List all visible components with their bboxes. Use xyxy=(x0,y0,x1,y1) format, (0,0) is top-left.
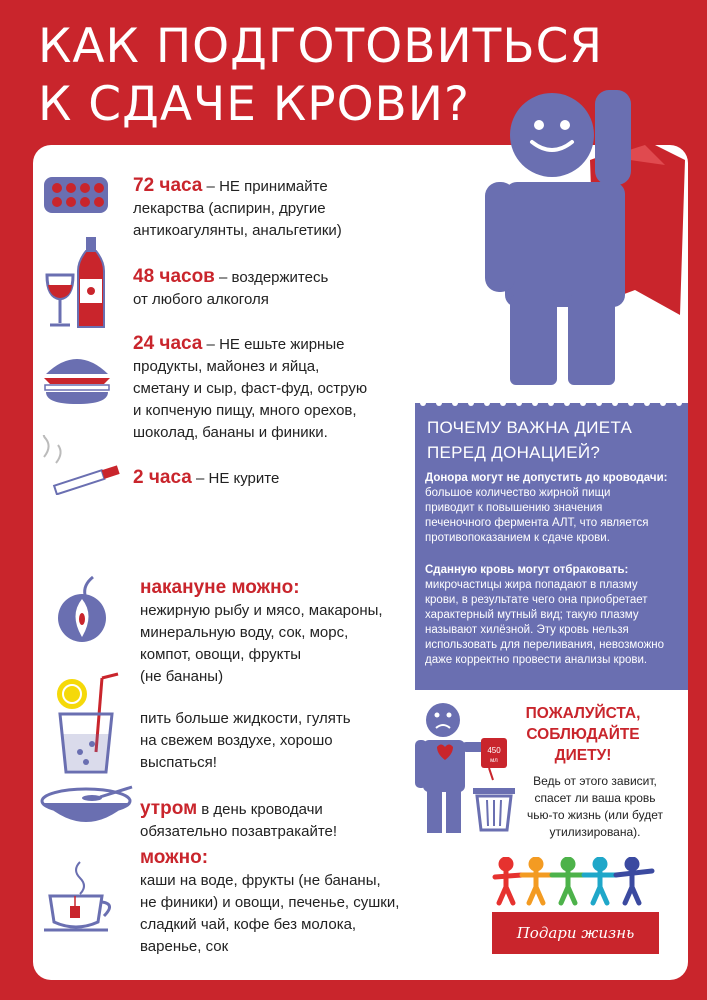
item-24h xyxy=(133,333,418,444)
blood-bag-unit: мл xyxy=(490,758,498,764)
item-2h xyxy=(133,467,403,490)
drink-icon xyxy=(40,672,130,777)
bowl-icon xyxy=(40,785,135,830)
item-24h-text: – НЕ ешьте жирные xyxy=(202,336,345,353)
gift-of-life-logo xyxy=(492,912,659,954)
please-body-line-1: Ведь от этого зависит, xyxy=(533,774,657,788)
morning-heading: утром xyxy=(140,798,198,819)
item-48h-time: 48 часов xyxy=(133,266,215,287)
panel-p2-line-4: называют хилёзной. Эту кровь нельзя xyxy=(425,624,629,636)
apple-icon xyxy=(55,575,110,645)
sad-donor-illustration xyxy=(415,700,520,835)
title-line-1: КАК ПОДГОТОВИТЬСЯ xyxy=(38,19,604,74)
panel-perforation xyxy=(415,398,688,408)
item-72h-line2: лекарства (аспирин, другие xyxy=(133,200,326,217)
eve-line-3: компот, овощи, фрукты xyxy=(140,646,302,663)
allowed-line-4: варенье, сок xyxy=(140,938,229,955)
blood-bag-amount: 450 xyxy=(487,746,501,755)
panel-p2-line-1: микрочастицы жира попадают в плазму xyxy=(425,579,638,591)
panel-p2-line-6: даже корректно провести анализы крови. xyxy=(425,654,648,666)
panel-p1-line-1: большое количество жирной пищи xyxy=(425,487,611,499)
burger-icon xyxy=(42,350,112,405)
teacup-icon xyxy=(42,860,122,935)
item-24h-time: 24 часа xyxy=(133,333,203,354)
drink-line-2: на свежем воздухе, хорошо xyxy=(140,732,333,749)
item-48h-text: – воздержитесь xyxy=(214,269,329,286)
item-24h-line3: сметану и сыр, фаст-фуд, острую xyxy=(133,380,368,397)
people-chain-icon xyxy=(492,857,662,907)
eve-section xyxy=(140,577,420,688)
eve-line-2: минеральную воду, сок, морс, xyxy=(140,624,349,641)
panel-heading xyxy=(427,415,632,465)
eve-line-1: нежирную рыбу и мясо, макароны, xyxy=(140,602,383,619)
please-body-line-2: спасет ли ваша кровь xyxy=(534,791,656,805)
panel-p2-line-3: характерный мутный вид; такую плазму xyxy=(425,609,639,621)
panel-p2-line-5: использовать для переливания, невозможно xyxy=(425,639,665,651)
morning-line-2: обязательно позавтракайте! xyxy=(140,823,338,840)
logo-text: Подари жизнь xyxy=(516,924,635,942)
panel-heading-line-2: ПЕРЕД ДОНАЦИЕЙ? xyxy=(427,443,601,462)
eve-heading: накануне можно: xyxy=(140,577,300,598)
panel-p2-bold: Сданную кровь могут отбраковать: xyxy=(425,564,629,576)
panel-heading-line-1: ПОЧЕМУ ВАЖНА ДИЕТА xyxy=(427,418,633,437)
allowed-heading: можно: xyxy=(140,847,209,868)
title-line-2: К СДАЧЕ КРОВИ? xyxy=(38,77,470,132)
item-72h-time: 72 часа xyxy=(133,175,203,196)
pills-icon xyxy=(42,175,110,215)
item-2h-text: – НЕ курите xyxy=(191,470,280,487)
allowed-section xyxy=(140,847,440,958)
please-line-3: ДИЕТУ! xyxy=(554,747,612,764)
panel-p1-line-2: приводит к повышению значения xyxy=(425,502,603,514)
panel-p1-line-4: противопоказанием к сдаче крови. xyxy=(425,532,610,544)
diet-info-panel xyxy=(415,403,688,690)
superhero-illustration xyxy=(470,90,695,390)
drink-section xyxy=(140,708,410,774)
drink-line-3: выспаться! xyxy=(140,754,217,771)
please-body-line-3: чью-то жизнь (или будет xyxy=(526,808,664,822)
panel-paragraph-1 xyxy=(425,471,687,546)
item-48h xyxy=(133,266,403,311)
item-24h-line4: и копченую пищу, много орехов, xyxy=(133,402,357,419)
panel-paragraph-2 xyxy=(425,563,687,668)
eve-line-4: (не бананы) xyxy=(140,668,224,685)
item-24h-line2: продукты, майонез и яйца, xyxy=(133,358,320,375)
item-72h-line3: антикоагулянты, анальгетики) xyxy=(133,222,342,239)
item-72h-text: – НЕ принимайте xyxy=(202,178,328,195)
drink-line-1: пить больше жидкости, гулять xyxy=(140,710,351,727)
morning-line-1: в день кроводачи xyxy=(197,801,323,818)
please-heading xyxy=(518,703,648,766)
cigarette-icon xyxy=(38,435,128,495)
panel-p1-bold: Донора могут не допустить до кроводачи: xyxy=(425,472,668,484)
item-48h-line2: от любого алкоголя xyxy=(133,291,269,308)
please-body-line-4: утилизирована). xyxy=(549,825,641,839)
item-72h xyxy=(133,175,403,242)
wine-icon xyxy=(42,235,110,330)
allowed-line-1: каши на воде, фрукты (не бананы, xyxy=(140,872,381,889)
panel-p2-line-2: крови, в результате чего она приобретает xyxy=(425,594,648,606)
allowed-line-2: не финики) и овощи, печенье, сушки, xyxy=(140,894,400,911)
please-line-2: СОБЛЮДАЙТЕ xyxy=(526,726,640,743)
allowed-line-3: сладкий чай, кофе без молока, xyxy=(140,916,357,933)
item-2h-time: 2 часа xyxy=(133,467,192,488)
please-body xyxy=(520,773,670,841)
please-line-1: ПОЖАЛУЙСТА, xyxy=(525,705,641,722)
panel-p1-line-3: печеночного фермента АЛТ, что является xyxy=(425,517,649,529)
item-24h-line5: шоколад, бананы и финики. xyxy=(133,424,328,441)
morning-section xyxy=(140,798,410,843)
